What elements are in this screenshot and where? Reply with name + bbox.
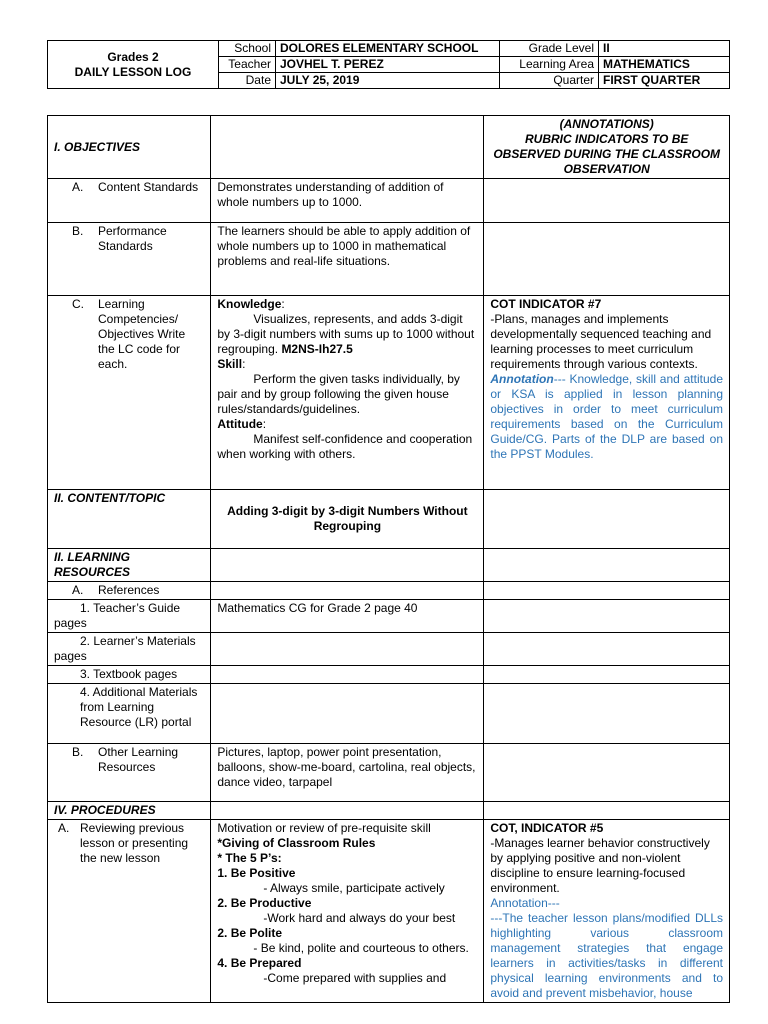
teacher-label: Teacher	[219, 57, 276, 73]
learning-competencies-letter: C.	[72, 297, 84, 311]
objectives-heading: I. OBJECTIVES	[48, 116, 211, 179]
performance-standards-label	[48, 223, 211, 296]
header-table	[47, 40, 730, 89]
learning-competencies-label	[48, 296, 211, 490]
content-row	[48, 490, 730, 549]
resources-blank	[211, 549, 484, 582]
cot7-annotation-text	[490, 372, 723, 462]
teachers-guide-label	[48, 600, 211, 633]
cot7-text: -Plans, manages and implements developmentally sequenced teaching and learning processes to meet curriculum requirements through various contexts.	[490, 312, 712, 371]
performance-standards-letter: B.	[72, 224, 84, 238]
references-letter: A.	[72, 583, 84, 597]
resources-heading: II. LEARNING RESOURCES	[48, 549, 211, 582]
reviewing-lesson-row	[48, 820, 730, 1003]
quarter-label: Quarter	[500, 73, 599, 89]
textbook-label	[48, 666, 211, 684]
skill-text: Perform the given tasks individually, by pair and by group following the given house rules/standards/guidelines.	[217, 372, 460, 416]
references-row	[48, 582, 730, 600]
cot5-text: -Manages learner behavior constructively by applying positive and non-violent discipline to ensure learning-focused environment.	[490, 836, 710, 895]
resources-row	[48, 549, 730, 582]
grade-level-value: II	[599, 41, 730, 57]
knowledge-text	[217, 312, 477, 357]
reviewing-lesson-label	[48, 820, 211, 1003]
teacher-value: JOVHEL T. PEREZ	[276, 57, 500, 73]
lesson-log-table	[47, 115, 730, 1003]
cot5-annotation	[484, 820, 730, 1003]
cot7-annotation-label: Annotation	[490, 372, 554, 386]
additional-materials-label	[48, 684, 211, 744]
five-ps-title: * The 5 P’s:	[217, 851, 282, 865]
learning-area-label: Learning Area	[500, 57, 599, 73]
learners-materials-row	[48, 633, 730, 666]
quarter-value: FIRST QUARTER	[599, 73, 730, 89]
learning-competencies-row	[48, 296, 730, 490]
learners-materials-annotation	[484, 633, 730, 666]
date-label: Date	[219, 73, 276, 89]
teachers-guide-annotation	[484, 600, 730, 633]
rule-3-desc: - Be kind, polite and courteous to others.	[253, 941, 469, 955]
log-title-name: DAILY LESSON LOG	[74, 64, 192, 79]
procedures-annotation	[484, 802, 730, 820]
performance-standards-title: Performance Standards	[98, 224, 167, 253]
content-standards-title: Content Standards	[98, 180, 199, 194]
learners-materials-title: 2. Learner’s Materials pages	[54, 634, 196, 663]
knowledge-label: Knowledge	[217, 297, 282, 311]
rule-4-desc: -Come prepared with supplies and	[263, 971, 447, 985]
date-value: JULY 25, 2019	[276, 73, 500, 89]
other-resources-letter: B.	[72, 745, 84, 759]
log-title-grade: Grades 2	[107, 49, 159, 64]
reviewing-lesson-letter: A.	[58, 821, 70, 835]
rule-4: 4. Be Prepared	[217, 956, 302, 970]
additional-materials-annotation	[484, 684, 730, 744]
textbook-title: 3. Textbook pages	[80, 667, 178, 681]
teachers-guide-row	[48, 600, 730, 633]
content-heading: II. CONTENT/TOPIC	[48, 490, 211, 549]
procedures-heading: IV. PROCEDURES	[48, 802, 211, 820]
school-label: School	[219, 41, 276, 57]
content-standards-row	[48, 179, 730, 223]
other-resources-label	[48, 744, 211, 802]
classroom-rules-title: *Giving of Classroom Rules	[217, 836, 376, 850]
cot5-annotation-text: ---The teacher lesson plans/modified DLLs highlighting various classroom management strategies that engage learners in activities/tasks in different physical learning environments and to avoid and prevent misbehavior, house	[490, 911, 723, 1000]
references-annotation	[484, 582, 730, 600]
annotations-title: (ANNOTATIONS)	[559, 117, 654, 131]
skill-label: Skill	[217, 357, 243, 371]
knowledge-code: M2NS-Ih27.5	[281, 342, 353, 356]
rule-2: 2. Be Productive	[217, 896, 312, 910]
content-standards-annotation	[484, 179, 730, 223]
other-resources-row	[48, 744, 730, 802]
textbook-row	[48, 666, 730, 684]
objectives-blank	[211, 116, 484, 179]
procedures-row	[48, 802, 730, 820]
rule-2-desc: -Work hard and always do your best	[263, 911, 456, 925]
learners-materials-value	[211, 633, 484, 666]
attitude-text: Manifest self-confidence and cooperation when working with others.	[217, 432, 473, 461]
additional-materials-value	[211, 684, 484, 744]
reviewing-lesson-content	[211, 820, 484, 1003]
performance-standards-annotation	[484, 223, 730, 296]
rule-3: 2. Be Polite	[217, 926, 283, 940]
learning-competencies-text: Knowledge: Visualizes, represents, and adds 3-digit by 3-digit numbers with sums up to 1000 without regrouping. M2NS-Ih27.5 Skill: Perform the given tasks individually, by pair and by group following the given house rules/standards/guidelines. Attitude: Manifest self-confidence and cooperation when working with others.	[211, 296, 484, 490]
references-title: References	[98, 583, 160, 597]
other-resources-value: Pictures, laptop, power point presentation, balloons, show-me-board, cartolina, real objects, dance video, tarpapel	[211, 744, 484, 802]
annotations-subtitle: RUBRIC INDICATORS TO BE OBSERVED DURING THE CLASSROOM OBSERVATION	[493, 132, 721, 176]
log-title	[48, 41, 219, 89]
other-resources-annotation	[484, 744, 730, 802]
cot5-annotation-label: Annotation---	[490, 896, 560, 910]
other-resources-title: Other Learning Resources	[98, 745, 179, 774]
reviewing-lesson-title: Reviewing previous lesson or presenting the new lesson	[80, 821, 189, 865]
content-standards-label	[48, 179, 211, 223]
learners-materials-label	[48, 633, 211, 666]
procedures-blank	[211, 802, 484, 820]
performance-standards-text: The learners should be able to apply addition of whole numbers up to 1000 in mathematical problems and real-life situations.	[211, 223, 484, 296]
attitude-label: Attitude	[217, 417, 263, 431]
content-topic: Adding 3-digit by 3-digit Numbers Without Regrouping	[211, 490, 484, 549]
resources-annotation	[484, 549, 730, 582]
references-value	[211, 582, 484, 600]
knowledge-description: Visualizes, represents, and adds 3-digit by 3-digit numbers with sums up to 1000 without regrouping.	[217, 312, 475, 356]
rule-1-desc: - Always smile, participate actively	[263, 881, 445, 895]
content-standards-letter: A.	[72, 180, 84, 194]
cot7-annotation	[484, 296, 730, 490]
performance-standards-row	[48, 223, 730, 296]
content-annotation	[484, 490, 730, 549]
teachers-guide-value: Mathematics CG for Grade 2 page 40	[211, 600, 484, 633]
content-standards-text: Demonstrates understanding of addition of whole numbers up to 1000.	[211, 179, 484, 223]
motivation-text: Motivation or review of pre-requisite skill	[217, 821, 431, 835]
cot7-title: COT INDICATOR #7	[490, 297, 602, 311]
textbook-annotation	[484, 666, 730, 684]
additional-materials-row	[48, 684, 730, 744]
annotations-heading	[484, 116, 730, 179]
cot7-annotation-body: --- Knowledge, skill and attitude or KSA is applied in lesson planning objectives in order to meet curriculum requirements based on the Curriculum Guide/CG. Parts of the DLP are based on the PPST Modules.	[490, 372, 723, 461]
grade-level-label: Grade Level	[500, 41, 599, 57]
cot5-title: COT, INDICATOR #5	[490, 821, 604, 835]
additional-materials-title: 4. Additional Materials from Learning Resource (LR) portal	[80, 685, 198, 729]
learning-competencies-title: Learning Competencies/ Objectives Write the LC code for each.	[98, 297, 186, 371]
textbook-value	[211, 666, 484, 684]
references-label	[48, 582, 211, 600]
learning-area-value: MATHEMATICS	[599, 57, 730, 73]
school-value: DOLORES ELEMENTARY SCHOOL	[276, 41, 500, 57]
objectives-row	[48, 116, 730, 179]
rule-1: 1. Be Positive	[217, 866, 296, 880]
teachers-guide-title: 1. Teacher’s Guide pages	[54, 601, 181, 630]
